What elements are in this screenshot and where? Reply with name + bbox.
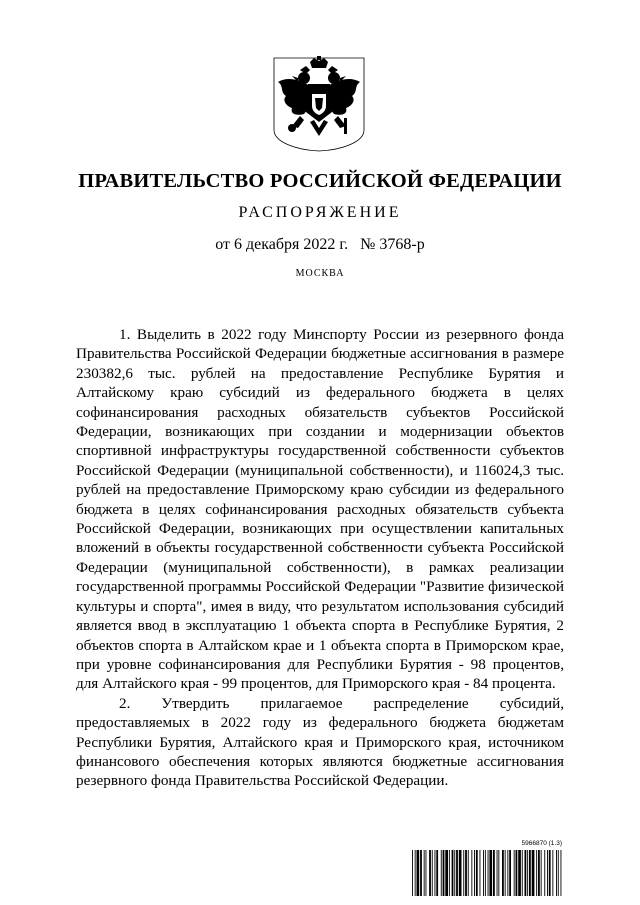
coat-of-arms-icon <box>270 56 368 152</box>
document-type: РАСПОРЯЖЕНИЕ <box>238 204 402 221</box>
barcode-icon <box>412 850 562 896</box>
paragraph-1: 1. Выделить в 2022 году Минспорту России из резервного фонда Правительства Российской Федерации бюджетные ассигнования в размере 230382,6 тыс. рублей на предоставление Республике Бурятия и Алтайскому краю субсидий из федерального бюджета в целях софинансирования расходных обязательств субъектов Российской Федерации, возникающих при создании и модернизации объектов спортивной инфраструктуры государственной собственности субъектов Российской Федерации (муниципальной собственности), и 116024,3 тыс. рублей на предоставление Приморскому краю субсидии из федерального бюджета в целях софинансирования расходных обязательств субъекта Российской Федерации, возникающих при осуществлении капитальных вложений в объекты государственной собственности субъекта Российской Федерации (муниципальной собственности), в рамках реализации государственной программы Российской Федерации "Развитие физической культуры и спорта", имея в виду, что результатом использования субсидий является ввод в эксплуатацию 1 объекта спорта в Республике Бурятия, 2 объектов спорта в Алтайском крае и 1 объекта спорта в Приморском крае, при уровне софинансирования для Республики Бурятия - 98 процентов, для Алтайского края - 99 процентов, для Приморского края - 84 процента. <box>76 326 564 693</box>
barcode-block <box>412 840 562 898</box>
document-number: № 3768-р <box>360 236 425 253</box>
paragraph-2: 2. Утвердить прилагаемое распределение субсидий, предоставляемых в 2022 году из федерального бюджета бюджетам Республики Бурятия, Алтайского края и Приморского края, источником финансового обеспечения которых являются бюджетные ассигнования резервного фонда Правительства Российской Федерации. <box>76 694 564 790</box>
document-city: МОСКВА <box>295 268 345 279</box>
government-title: ПРАВИТЕЛЬСТВО РОССИЙСКОЙ ФЕДЕРАЦИИ <box>78 170 562 192</box>
document-body <box>76 325 564 791</box>
barcode-id: 5966870 (1.3) <box>521 840 562 847</box>
document-date-line <box>0 236 640 254</box>
document-date: от 6 декабря 2022 г. <box>215 236 349 253</box>
